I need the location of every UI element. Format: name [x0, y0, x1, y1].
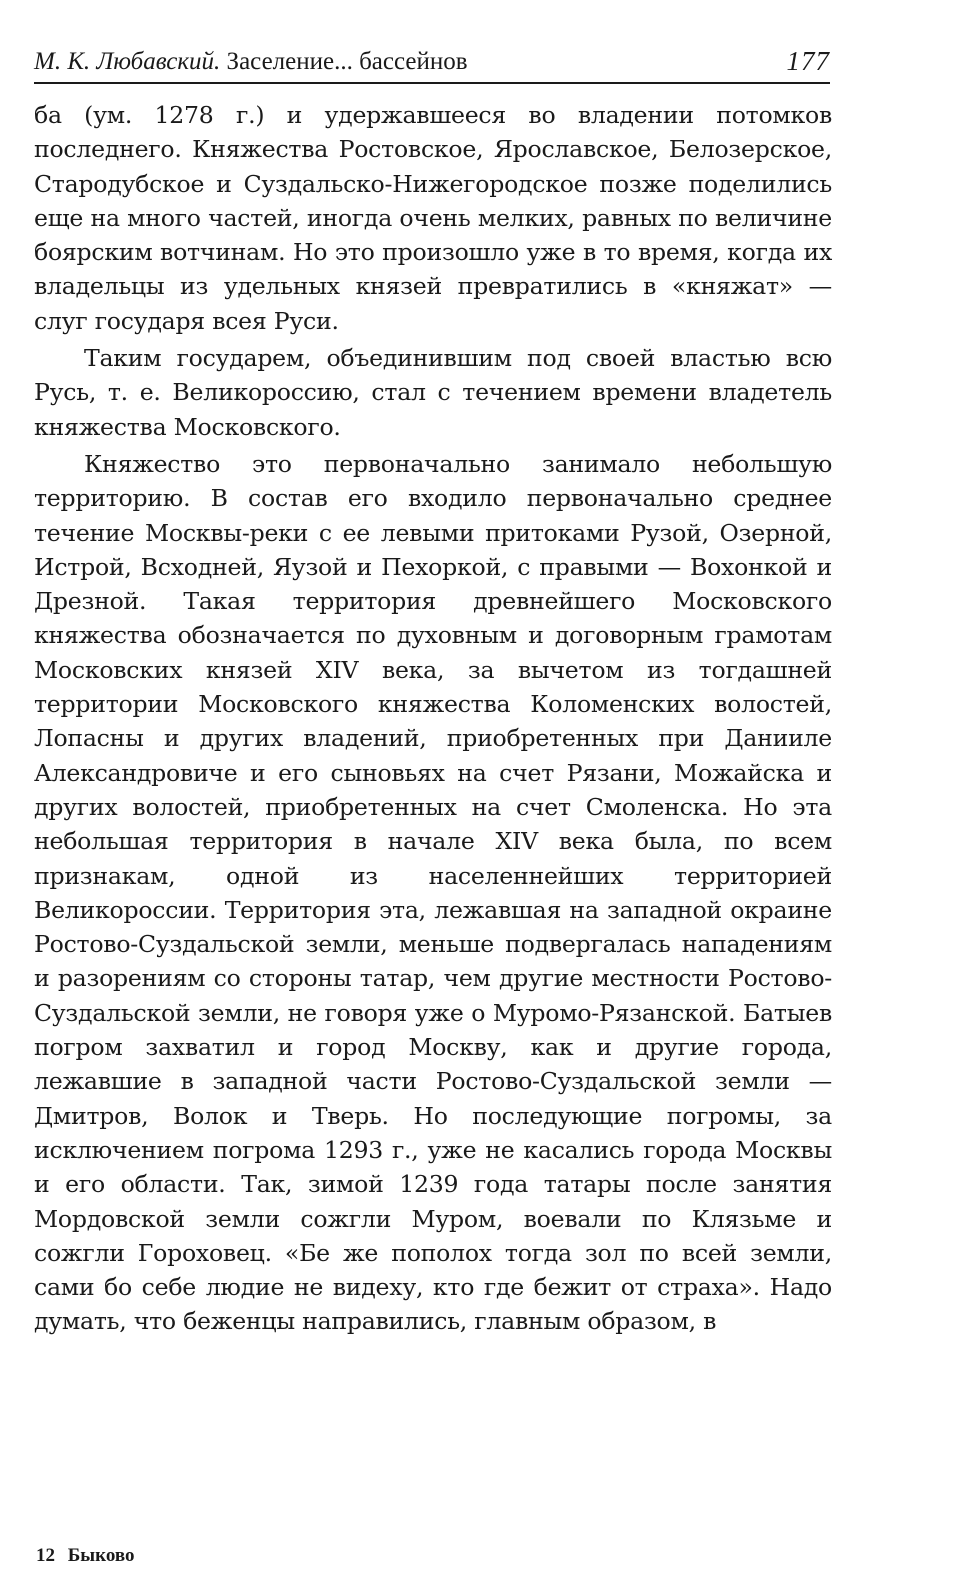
signature-label: Быково	[67, 1545, 135, 1566]
paragraph-1: ба (ум. 1278 г.) и удержавшееся во владении потомков последнего. Княжества Ростовское, Ярославское, Белозерское, Стародубское и Суздальско-Нижегородское позже поделились еще на много частей, иногда очень мелких, равных по величине боярским вотчинам. Но это произошло уже в то время, когда их владельцы из удельных князей превратились в «княжат» — слуг государя всея Руси.	[34, 101, 832, 335]
signature-number: 12	[36, 1545, 55, 1566]
page-number: 177	[786, 46, 830, 76]
printer-signature	[36, 1545, 135, 1567]
paragraph-3: Княжество это первоначально занимало небольшую территорию. В состав его входило первоначально среднее течение Москвы-реки с ее левыми притоками Рузой, Озерной, Истрой, Всходней, Яузой и Пехоркой, с правыми — Вохонкой и Дрезной. Такая территория древнейшего Московского княжества обозначается по духовным и договорным грамотам Московских князей XIV века, за вычетом из тогдашней территории Московского княжества Коломенских волостей, Лопасны и других владений, приобретенных при Данииле Александровиче и его сыновьях на счет Рязани, Можайска и других волостей, приобретенных на счет Смоленска. Но эта небольшая территория в начале XIV века была, по всем признакам, одной из населеннейших территорией Великороссии. Территория эта, лежавшая на западной окраине Ростово-Суздальской земли, меньше подвергалась нападениям и разорениям со стороны татар, чем другие местности Ростово-Суздальской земли, не говоря уже о Муромо-Рязанской. Батыев погром захватил и город Москву, как и другие города, лежавшие в западной части Ростово-Суздальской земли — Дмитров, Волок и Тверь. Но последующие погромы, за исключением погрома 1293 г., уже не касались города Москвы и его области. Так, зимой 1239 года татары после занятия Мордовской земли сожгли Муром, воевали по Клязьме и сожгли Гороховец. «Бе же пополох тогда зол по всей земли, сами бо себе людие не видеху, кто где бежит от страха». Надо думать, что беженцы направились, главным образом, в	[34, 449, 832, 1336]
running-title	[34, 48, 468, 76]
body-text	[34, 98, 832, 1342]
paragraph-2: Таким государем, объединившим под своей властью всю Русь, т. е. Великороссию, стал с течением времени владетель княжества Московского.	[34, 344, 832, 441]
running-header	[34, 44, 830, 84]
header-author: М. К. Любавский.	[34, 48, 221, 75]
header-title: Заселение... бассейнов	[226, 48, 468, 75]
